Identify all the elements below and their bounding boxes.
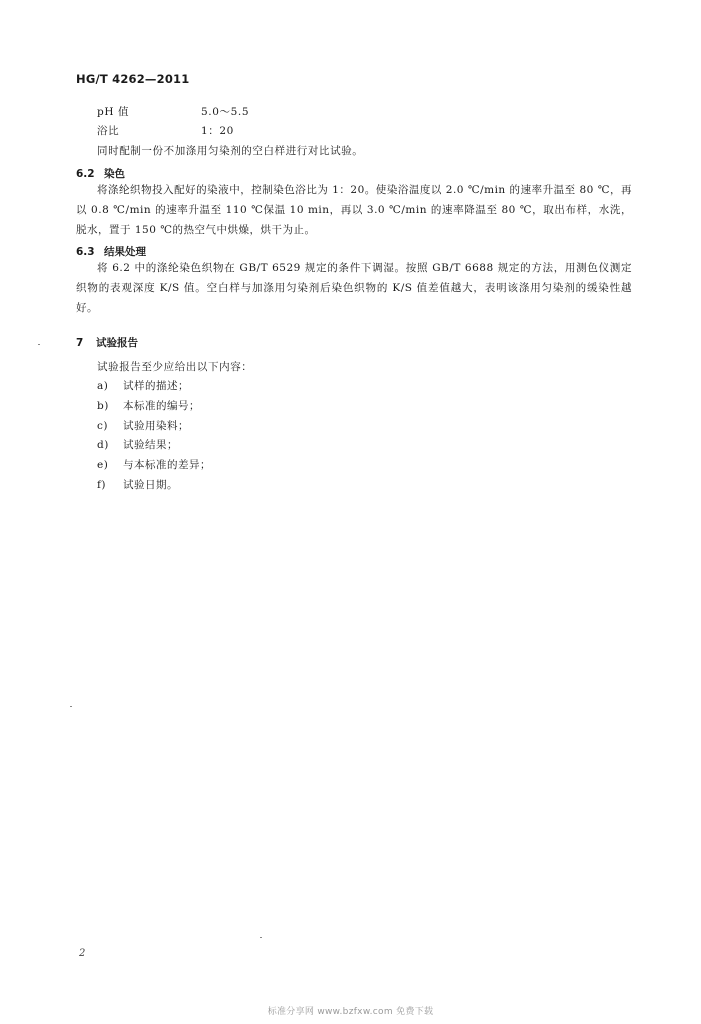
list-item xyxy=(97,418,189,433)
list-marker: f) xyxy=(97,479,106,491)
section-number: 6.3 xyxy=(76,246,95,258)
list-marker: d) xyxy=(97,439,109,451)
scan-speck xyxy=(38,344,40,345)
list-item xyxy=(97,398,200,413)
section-6-2-heading xyxy=(76,162,125,181)
list-text: 试验用染料； xyxy=(123,420,189,432)
list-marker: c) xyxy=(97,420,108,432)
list-text: 试验结果； xyxy=(123,439,178,451)
list-text: 试验日期。 xyxy=(123,479,178,491)
scan-speck xyxy=(260,937,262,938)
list-item xyxy=(97,477,178,492)
report-intro: 试验报告至少应给出以下内容： xyxy=(97,361,253,373)
section-number: 7 xyxy=(76,337,84,349)
list-marker: b) xyxy=(97,400,109,412)
param-value: 1：20 xyxy=(201,125,234,137)
list-text: 本标准的编号； xyxy=(123,400,200,412)
list-marker: e) xyxy=(97,459,109,471)
section-number: 6.2 xyxy=(76,168,95,180)
list-text: 与本标准的差异； xyxy=(123,459,211,471)
list-item xyxy=(97,378,189,393)
scan-speck xyxy=(70,706,72,707)
section-title: 试验报告 xyxy=(96,337,138,349)
list-marker: a) xyxy=(97,380,109,392)
list-item xyxy=(97,457,211,472)
section-title: 结果处理 xyxy=(104,246,146,258)
param-label: 浴比 xyxy=(97,125,120,137)
param-label: pH 值 xyxy=(97,106,130,118)
control-note: 同时配制一份不加涤用匀染剂的空白样进行对比试验。 xyxy=(97,145,364,157)
param-row xyxy=(97,103,249,121)
list-text: 试样的描述； xyxy=(123,380,189,392)
section-6-3-heading xyxy=(76,240,146,259)
section-6-3-paragraph: 将 6.2 中的涤纶染色织物在 GB/T 6529 规定的条件下调湿。按照 GB/T 6688 规定的方法，用测色仪测定织物的表观深度 K/S 值。空白样与加涤用匀染剂后染色织物的 K/S 值差值越大，表明该涤用匀染剂的缓染性越好。 xyxy=(76,262,632,314)
page-number: 2 xyxy=(79,948,86,959)
standard-code-header: HG/T 4262—2011 xyxy=(76,72,190,86)
section-7-heading xyxy=(76,331,138,350)
section-title: 染色 xyxy=(104,168,125,180)
list-item xyxy=(97,437,178,452)
watermark-footer: 标准分享网 www.bzfxw.com 免费下载 xyxy=(267,1007,434,1017)
param-row xyxy=(97,122,234,140)
section-6-2-paragraph: 将涤纶织物投入配好的染液中，控制染色浴比为 1：20。使染浴温度以 2.0 ℃/min 的速率升温至 80 ℃，再以 0.8 ℃/min 的速率升温至 110 ℃保温 10 min，再以 3.0 ℃/min 的速率降温至 80 ℃，取出布样，水洗，脱水，置于 150 ℃的热空气中烘燥，烘干为止。 xyxy=(76,184,632,236)
param-value: 5.0～5.5 xyxy=(201,106,250,118)
